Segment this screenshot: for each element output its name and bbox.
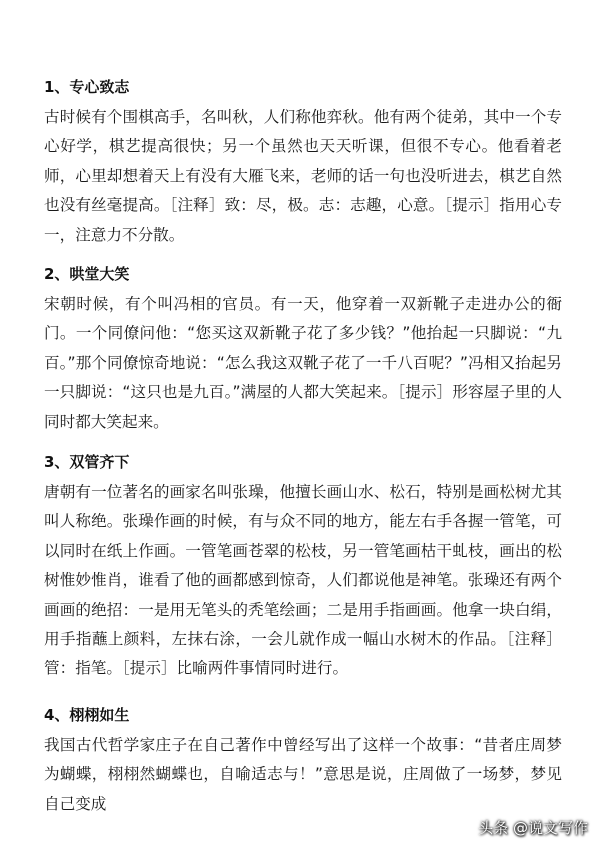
- section-heading: 1、专心致志: [44, 78, 130, 96]
- section-paragraph: 宋朝时候，有个叫冯相的官员。有一天，他穿着一双新靴子走进办公的衙门。一个同僚问他：“您买这双新靴子花了多少钱？”他抬起一只脚说：“九百。”那个同僚惊奇地说：“怎么我这双靴子花了一千八百呢？”冯相又抬起另一只脚说：“这只也是九百。”满屋的人都大笑起来。［提示］形容屋子里的人同时都大笑起来。: [44, 295, 562, 431]
- section-2: [44, 264, 562, 437]
- section-heading: 3、双管齐下: [44, 453, 130, 471]
- section-paragraph: 古时候有个围棋高手，名叫秋，人们称他弈秋。他有两个徒弟，其中一个专心好学，棋艺提高很快；另一个虽然也天天听课，但很不专心。他看着老师，心里却想着天上有没有大雁飞来，老师的话一句也没听进去，棋艺自然也没有丝毫提高。［注释］致：尽，极。志：志趣，心意。［提示］指用心专一，注意力不分散。: [44, 108, 562, 244]
- section-4: [44, 705, 562, 819]
- watermark: 头条 @说文写作: [478, 819, 588, 837]
- section-heading: 2、哄堂大笑: [44, 265, 130, 283]
- section-paragraph: 我国古代哲学家庄子在自己著作中曾经写出了这样一个故事：“昔者庄周梦为蝴蝶，栩栩然蝴蝶也，自喻适志与！”意思是说，庄周做了一场梦，梦见自己变成: [44, 736, 562, 813]
- section-paragraph: 唐朝有一位著名的画家名叫张璪，他擅长画山水、松石，特别是画松树尤其叫人称绝。张璪作画的时候，有与众不同的地方，能左右手各握一管笔，可以同时在纸上作画。一管笔画苍翠的松枝，另一管笔画枯干虬枝，画出的松树惟妙惟肖，谁看了他的画都感到惊奇，人们都说他是神笔。张璪还有两个画画的绝招：一是用无笔头的秃笔绘画；二是用手指画画。他拿一块白绢，用手指蘸上颜料，左抹右涂，一会儿就作成一幅山水树木的作品。［注释］管：指笔。［提示］比喻两件事情同时进行。: [44, 483, 562, 678]
- section-1: [44, 77, 562, 250]
- section-heading: 4、栩栩如生: [44, 706, 130, 724]
- section-3: [44, 452, 562, 684]
